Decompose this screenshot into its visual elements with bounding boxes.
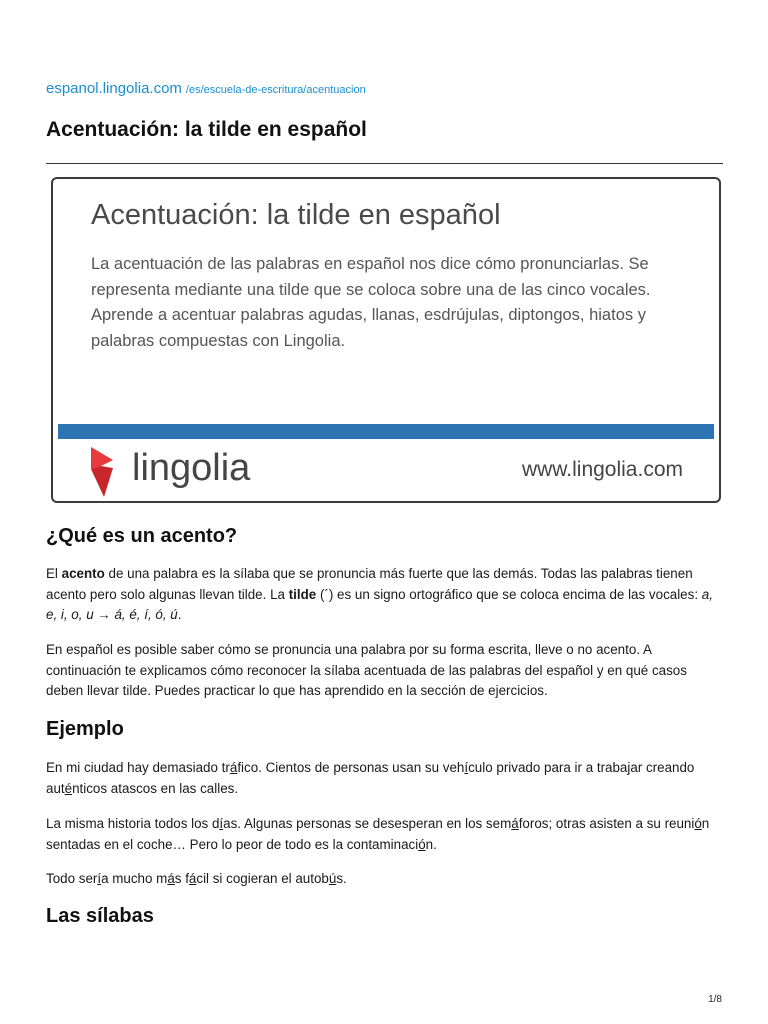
paragraph-ejemplo-3: Todo sería mucho más fácil si cogieran el autobús.	[46, 871, 347, 886]
banner-text: La acentuación de las palabras en español nos dice cómo pronunciarlas. Se representa mediante una tilde que se coloca sobre una de las cinco vocales. Aprende a acentuar palabras agudas, llanas, esdrújulas, diptongos, hiatos y palabras compuestas con Lingolia.	[91, 255, 651, 350]
banner-title: Acentuación: la tilde en español	[91, 199, 501, 231]
section-heading-las-silabas: Las sílabas	[46, 905, 154, 927]
page-title: Acentuación: la tilde en español	[46, 118, 367, 141]
section-heading-ejemplo: Ejemplo	[46, 718, 124, 740]
header-banner-image	[51, 177, 721, 503]
paragraph-acento-intro: En español es posible saber cómo se pronuncia una palabra por su forma escrita, lleve o no acento. A continuación te explicamos cómo reconocer la sílaba acentuada de las palabras del español y en qué casos deben llevar tilde. Puedes practicar lo que has aprendido en la sección de ejercicios.	[46, 642, 687, 698]
source-domain-link[interactable]: espanol.lingolia.com	[46, 80, 182, 97]
paragraph-acento-definition: El acento de una palabra es la sílaba que se pronuncia más fuerte que las demás. Todas las palabras tienen acento pero solo algunas llevan tilde. La tilde (´) es un signo ortográfico que se coloca encima de las vocales: a, e, i, o, u → á, é, í, ó, ú.	[46, 566, 713, 622]
lingolia-brand: lingolia	[132, 447, 251, 489]
title-divider	[46, 163, 723, 164]
lingolia-logo-icon	[89, 447, 115, 497]
source-path: /es/escuela-de-escritura/acentuacion	[185, 84, 366, 96]
banner-stripe	[58, 424, 714, 439]
source-url	[46, 80, 366, 98]
lingolia-url: www.lingolia.com	[521, 458, 683, 481]
section-heading-que-es-un-acento: ¿Qué es un acento?	[46, 525, 238, 547]
page-number: 1/8	[708, 994, 722, 1005]
paragraph-ejemplo-1: En mi ciudad hay demasiado tráfico. Cientos de personas usan su vehículo privado para ir a trabajar creando auténticos atascos en las calles.	[46, 760, 695, 796]
paragraph-ejemplo-2: La misma historia todos los días. Algunas personas se desesperan en los semáforos; otras asisten a su reunión sentadas en el coche… Pero lo peor de todo es la contaminación.	[46, 816, 710, 852]
